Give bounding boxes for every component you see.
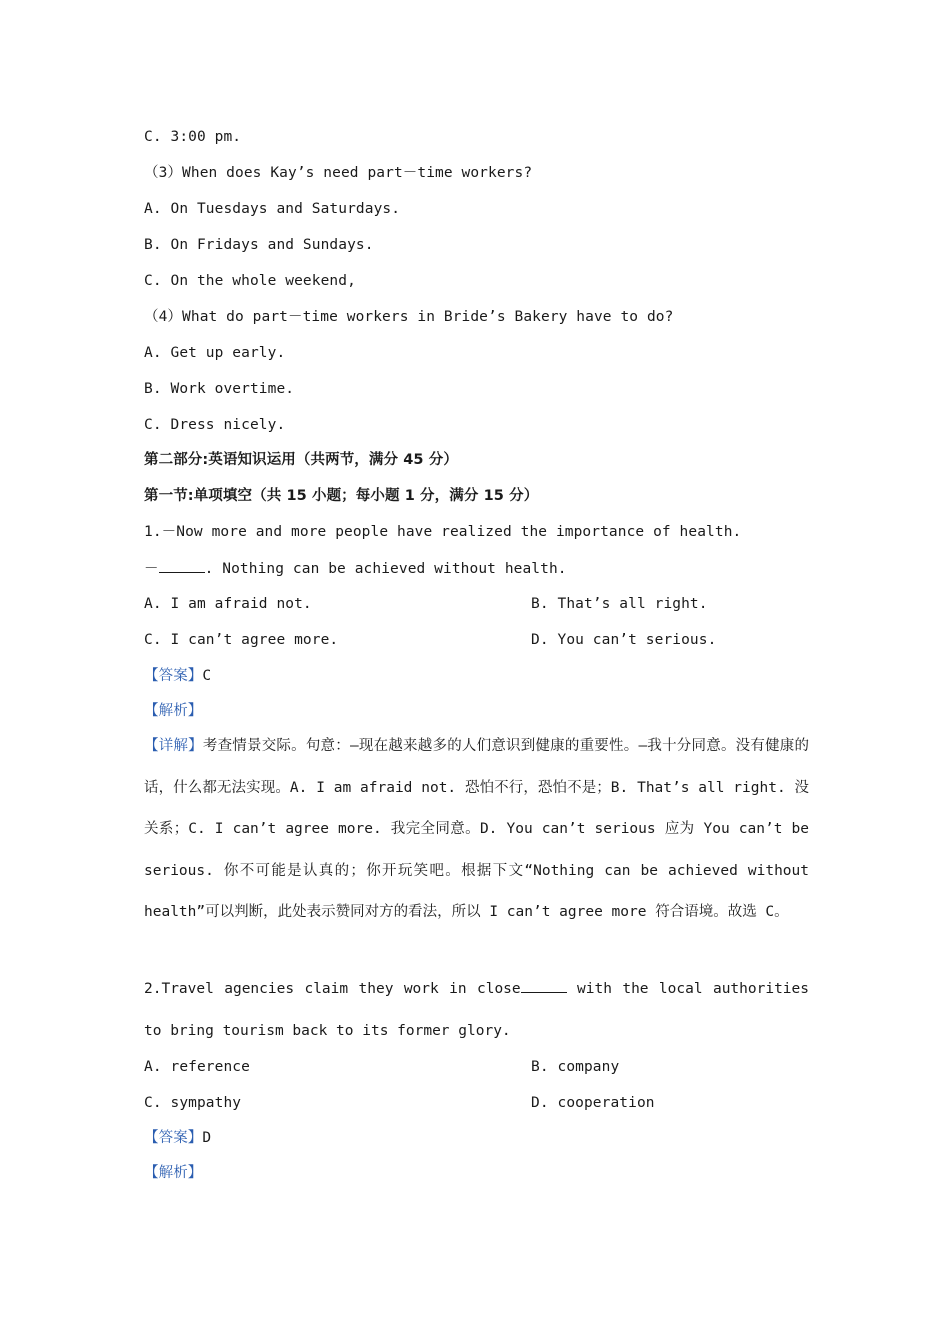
q2-option-d: D. cooperation (531, 1095, 655, 1111)
q2-analysis (144, 1163, 202, 1183)
q4-stem: （4）What do part－time workers in Bride’s Bakery have to do? (144, 309, 674, 325)
q2-stem-suffix: with the local authorities to bring tourism back to its former glory. (144, 981, 809, 1039)
q1-option-c: C. I can’t agree more. (144, 632, 339, 648)
q1-detail (144, 726, 809, 934)
q2-option-b: B. company (531, 1059, 620, 1075)
q1-blank (159, 558, 205, 573)
q1-stem-line2 (144, 558, 567, 579)
section-subheading: 第一节:单项填空（共 15 小题；每小题 1 分，满分 15 分） (144, 488, 539, 504)
q4-option-a: A. Get up early. (144, 345, 286, 361)
q1-analysis (144, 701, 202, 721)
answer-value: D (202, 1130, 212, 1146)
q1-option-b: B. That’s all right. (531, 596, 708, 612)
q3-option-c: C. On the whole weekend, (144, 273, 356, 289)
answer-tag: 【答案】 (144, 668, 203, 684)
q3-stem: （3）When does Kay’s need part－time workers? (144, 165, 533, 181)
q1-stem-line1: 1.－Now more and more people have realized the importance of health. (144, 524, 742, 540)
q2-option-a: A. reference (144, 1059, 250, 1075)
q2-option-c: C. 3:00 pm. (144, 129, 242, 145)
q1-stem-rest: . Nothing can be achieved without health. (204, 561, 567, 577)
q1-option-d: D. You can’t serious. (531, 632, 717, 648)
q1-dash: － (144, 561, 159, 577)
q2-option-c: C. sympathy (144, 1095, 242, 1111)
q3-option-b: B. On Fridays and Sundays. (144, 237, 374, 253)
q3-option-a: A. On Tuesdays and Saturdays. (144, 201, 401, 217)
detail-text: 考查情景交际。句意：—现在越来越多的人们意识到健康的重要性。—我十分同意。没有健康的话，什么都无法实现。A. I am afraid not. 恐怕不行，恐怕不是；B. That’s all right. 没关系；C. I can’t agree more. 我完全同意。D. You can’t serious 应为 You can’t be serious. 你不可能是认真的；你开玩笑吧。根据下文“Nothing can be achieved without health”可以判断，此处表示赞同对方的看法，所以 I can’t agree more 符合语境。故选 C。 (144, 738, 809, 920)
answer-tag: 【答案】 (144, 1130, 203, 1146)
section-heading: 第二部分:英语知识运用（共两节，满分 45 分） (144, 452, 458, 468)
q2-answer (144, 1128, 211, 1148)
q4-option-b: B. Work overtime. (144, 381, 295, 397)
q2-blank (521, 978, 567, 993)
q2-stem-prefix: 2.Travel agencies claim they work in close (144, 981, 521, 997)
q4-option-c: C. Dress nicely. (144, 417, 286, 433)
q1-option-a: A. I am afraid not. (144, 596, 312, 612)
q1-answer (144, 666, 211, 686)
detail-tag: 【详解】 (144, 738, 203, 754)
answer-value: C (202, 668, 212, 684)
analysis-tag: 【解析】 (144, 1165, 203, 1181)
q2-stem (144, 969, 809, 1052)
analysis-tag: 【解析】 (144, 703, 203, 719)
